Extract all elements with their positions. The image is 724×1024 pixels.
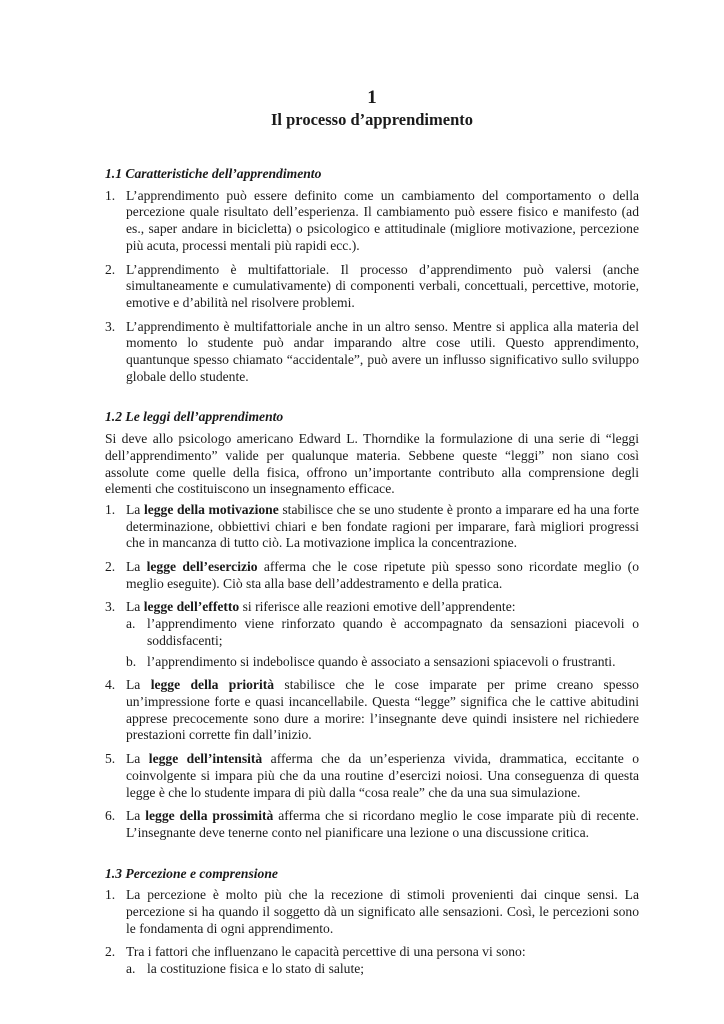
item-number: 3. [105,599,116,615]
section-percezione [105,866,639,978]
law-name: legge della priorità [150,677,275,693]
sub-list [126,961,639,978]
sub-item-text: la costituzione fisica e lo stato di salute; [147,961,365,977]
item-number: 4. [105,677,116,693]
item-text-pre: La [126,501,144,517]
item-number: 1. [105,501,116,517]
list-item [105,944,639,977]
item-text-pre: La [126,599,144,615]
item-number: 5. [105,751,116,767]
sub-list [126,616,639,670]
sub-list-item [126,616,639,649]
item-number: 6. [105,808,116,824]
item-text: L’apprendimento è multifattoriale. Il processo d’apprendimento può valersi (anche simultaneamente e cumulativamente) di componenti verbali, concettuali, percettive, motorie, emotive e d’abilità nel risolvere problemi. [126,261,639,310]
item-text-post: afferma che si ricordano meglio le cose imparate più di recente. L’insegnante deve tenerne conto nel pianificare una lezione o una discussione critica. [126,808,639,840]
item-text-post: afferma che da un’esperienza vivida, drammatica, eccitante o coinvolgente si impara più che da una routine d’esercizi noiosi. Una conseguenza di questa legge è che lo studente impara di più dalla “cosa reale” che da una sua simulazione. [126,751,639,800]
item-number: 1. [105,887,116,903]
list-item [105,262,639,312]
document-page [105,88,639,978]
item-text-pre: La [126,808,146,824]
sub-item-mark: a. [126,616,136,632]
law-name: legge dell’esercizio [146,559,258,575]
section-caratteristiche [105,166,639,385]
sub-list-item [126,961,639,978]
item-text: Tra i fattori che influenzano le capacità percettive di una persona vi sono: [126,944,526,960]
sub-item-text: l’apprendimento viene rinforzato quando è accompagnato da sensazioni piacevoli o soddisfacenti; [147,616,639,648]
item-text-post: afferma che le cose ripetute più spesso sono ricordate meglio (o meglio eseguite). Ciò sta alla base dell’addestramento e della pratica. [126,559,639,591]
item-text-pre: La [126,559,147,575]
item-text-pre: La [126,677,151,693]
item-text: L’apprendimento è multifattoriale anche in un altro senso. Mentre si applica alla materia del momento lo studente può andar imparando altre cose utili. Questo apprendimento, quantunque spesso chiamato “accidentale”, può avere un influsso significativo sullo sviluppo globale dello studente. [126,318,639,384]
item-number: 2. [105,559,116,575]
item-text-post: stabilisce che le cose imparate per prime creano spesso un’impressione forte e quasi incancellabile. Questa “legge” significa che le cattive abitudini apprese precocemente sono dure a morire: l’insegnante deve quindi insistere nel richiedere prestazioni corrette fin dall’inizio. [126,677,639,743]
item-text-post: si riferisce alle reazioni emotive dell’apprendente: [239,599,516,615]
item-text: La percezione è molto più che la recezione di stimoli provenienti dai cinque sensi. La percezione si ha quando il soggetto dà un significato alle sensazioni. Così, le percezioni sono le fondamenta di ogni apprendimento. [126,887,639,936]
law-name: legge dell’intensità [148,751,263,767]
section-leggi [105,409,639,841]
list-item [105,677,639,744]
item-text-pre: La [126,751,149,767]
list-item [105,559,639,592]
list-item [105,808,639,841]
sub-item-mark: a. [126,961,136,977]
item-number: 3. [105,318,116,334]
list-item [105,188,639,255]
section-intro: Si deve allo psicologo americano Edward L. Thorndike la formulazione di una serie di “leggi dell’apprendimento” valide per qualunque materia. Sebbene queste “leggi” non siano così assolute come quelle della fisica, offrono un’importante contributo alla comprensione degli elementi che costituiscono un insegnamento efficace. [105,431,639,497]
law-name: legge della prossimità [145,808,274,824]
numbered-list [105,502,639,842]
sub-item-mark: b. [126,653,137,669]
list-item [105,319,639,386]
numbered-list [105,887,639,978]
section-title: 1.2 Le leggi dell’apprendimento [105,409,284,425]
chapter-number: 1 [367,87,377,108]
law-name: legge della motivazione [143,501,279,517]
list-item [105,599,639,670]
list-item [105,751,639,801]
sub-item-text: l’apprendimento si indebolisce quando è associato a sensazioni spiacevoli o frustranti. [147,653,616,669]
item-number: 2. [105,944,116,960]
numbered-list [105,188,639,386]
item-number: 1. [105,187,116,203]
item-text: L’apprendimento può essere definito come un cambiamento del comportamento o della percezione quale risultato dell’esperienza. Il cambiamento può essere fisico e manifesto (ad es., saper andare in bicicletta) o psicologico e attitudinale (migliore motivazione, percezione più acuta, processi mentali più rapidi ecc.). [126,187,639,253]
list-item [105,887,639,937]
item-number: 2. [105,261,116,277]
section-title: 1.1 Caratteristiche dell’apprendimento [105,166,322,181]
sub-list-item [126,654,639,671]
law-name: legge dell’effetto [143,599,240,615]
list-item [105,502,639,552]
section-title: 1.3 Percezione e comprensione [105,865,278,881]
item-text-post: stabilisce che se uno studente è pronto a imparare ed ha una forte determinazione, obbiettivi chiari e ben fondate ragioni per imparare, farà migliori progressi che in mancanza di tutto ciò. La motivazione implica la concentrazione. [126,501,639,551]
chapter-title: Il processo d’apprendimento [271,110,473,129]
